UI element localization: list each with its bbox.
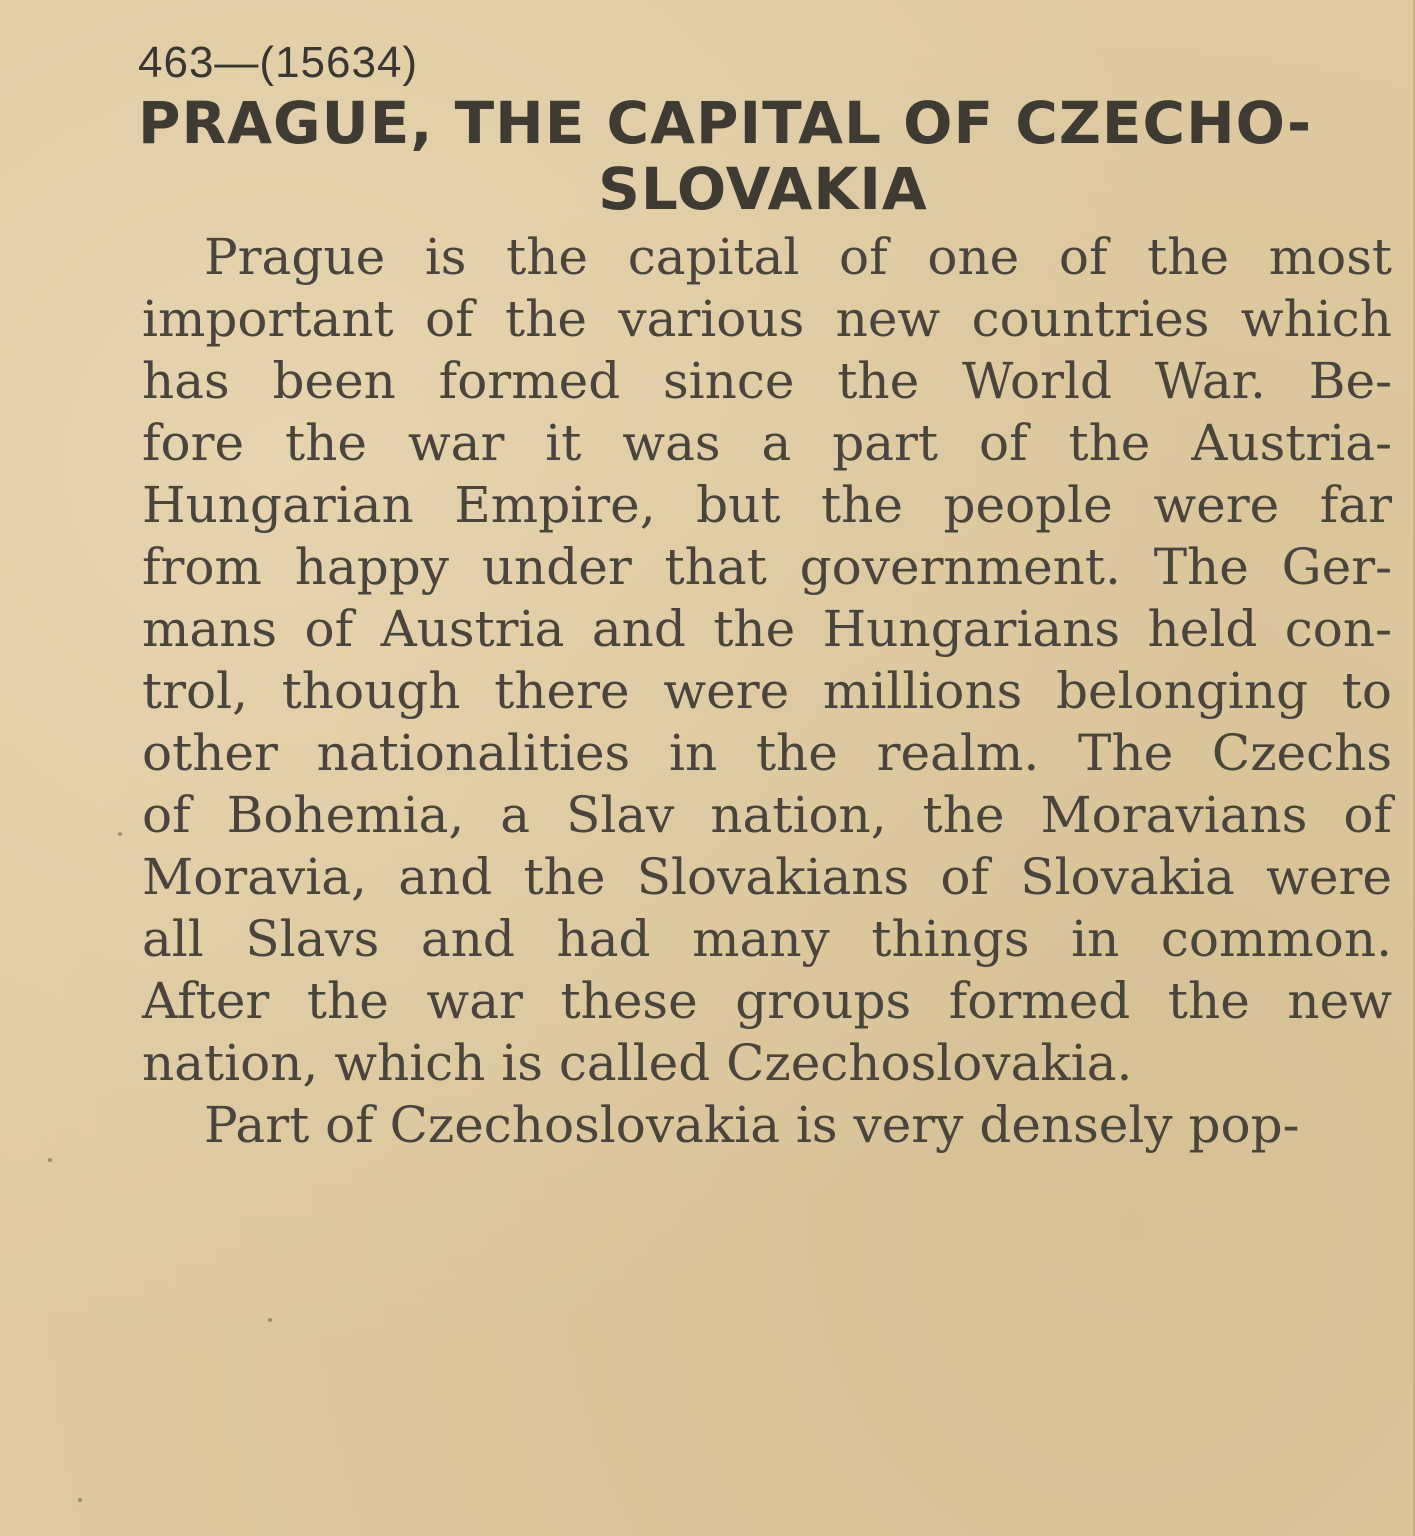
text-line: has been formed since the World War. Be- <box>142 352 1392 410</box>
text-line: mans of Austria and the Hungarians held con- <box>142 600 1392 658</box>
card-title <box>138 90 1388 222</box>
text-line: After the war these groups formed the new <box>142 972 1392 1030</box>
text-line: fore the war it was a part of the Austria- <box>142 414 1392 472</box>
paper-speck <box>268 1318 272 1322</box>
text-line: other nationalities in the realm. The Czechs <box>142 724 1392 782</box>
card-number: 463—(15634) <box>138 38 419 87</box>
paper-speck <box>48 1158 52 1162</box>
text-line: Hungarian Empire, but the people were far <box>142 476 1392 534</box>
title-line-1: PRAGUE, THE CAPITAL OF CZECHO- <box>138 89 1313 157</box>
title-line-2: SLOVAKIA <box>598 155 928 223</box>
body-text <box>142 226 1392 1156</box>
text-line: nation, which is called Czechoslovakia. <box>142 1034 1133 1092</box>
text-line: Prague is the capital of one of the most <box>204 228 1392 286</box>
text-line: from happy under that government. The Ger- <box>142 538 1392 596</box>
text-line: important of the various new countries which <box>142 290 1392 348</box>
text-line: of Bohemia, a Slav nation, the Moravians of <box>142 786 1392 844</box>
text-line: trol, though there were millions belonging to <box>142 662 1392 720</box>
text-line: Part of Czechoslovakia is very densely pop- <box>204 1096 1300 1154</box>
text-line: all Slavs and had many things in common. <box>142 910 1392 968</box>
text-line: Moravia, and the Slovakians of Slovakia were <box>142 848 1392 906</box>
paper-speck <box>118 832 122 836</box>
paper-speck <box>78 1498 82 1502</box>
